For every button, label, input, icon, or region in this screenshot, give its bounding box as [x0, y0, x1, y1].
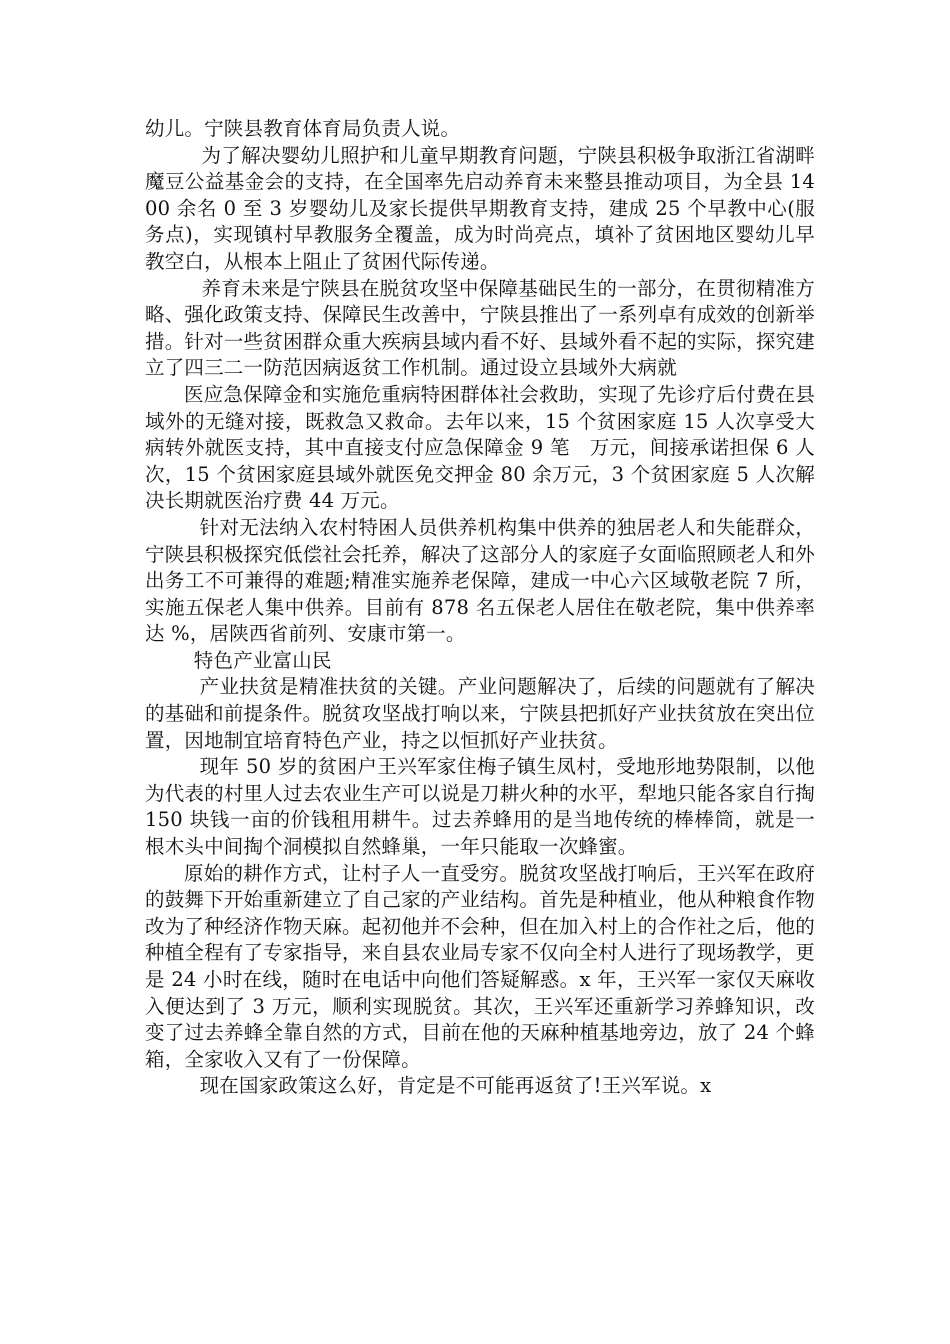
- paragraph-medical-support: 医应急保障金和实施危重病特困群体社会救助，实现了先诊疗后付费在县域外的无缝对接，既救急又救命。去年以来，15 个贫困家庭 15 人次享受大病转外就医支持，其中直接支付应急保障金 9 笔 万元，间接承诺担保 6 人次，15 个贫困家庭县域外就医免交押金 80 余万元，3 个贫困家庭 5 人次解决长期就医治疗费 44 万元。: [145, 382, 815, 513]
- paragraph-wang-xingjun-industry: 原始的耕作方式，让村子人一直受穷。脱贫攻坚战打响后，王兴军在政府的鼓舞下开始重新建立了自己家的产业结构。首先是种植业，他从种粮食作物改为了种经济作物天麻。起初他并不会种，但在加入村上的合作社之后，他的种植全程有了专家指导，来自县农业局专家不仅向全村人进行了现场教学，更是 24 小时在线，随时在电话中向他们答疑解惑。x 年，王兴军一家仅天麻收入便达到了 3 万元，顺利实现脱贫。其次，王兴军还重新学习养蜂知识，改变了过去养蜂全靠自然的方式，目前在他的天麻种植基地旁边，放了 24 个蜂箱，全家收入又有了一份保障。: [145, 861, 815, 1071]
- section-heading-specialty-industry: 特色产业富山民: [193, 648, 332, 672]
- paragraph-continuation: 幼儿。宁陕县教育体育局负责人说。: [145, 117, 461, 140]
- paragraph-industry-poverty-relief: 产业扶贫是精准扶贫的关键。产业问题解决了，后续的问题就有了解决的基础和前提条件。脱贫攻坚战打响以来，宁陕县把抓好产业扶贫放在突出位置，因地制宜培育特色产业，持之以恒抓好产业扶贫。: [145, 675, 815, 752]
- document-body: [145, 116, 815, 1100]
- paragraph-livelihood-measures: 养育未来是宁陕县在脱贫攻坚中保障基础民生的一部分，在贯彻精准方略、强化政策支持、保障民生改善中，宁陕县推出了一系列卓有成效的创新举措。针对一些贫困群众重大疾病县域内看不好、县域外看不起的实际，探究建立了四三二一防范因病返贫工作机制。通过设立县域外大病就: [145, 276, 815, 380]
- paragraph-elderly-care: 针对无法纳入农村特困人员供养机构集中供养的独居老人和失能群众，宁陕县积极探究低偿社会托养，解决了这部分人的家庭子女面临照顾老人和外出务工不可兼得的难题;精准实施养老保障，建成一中心六区域敬老院 7 所，实施五保老人集中供养。目前有 878 名五保老人居住在敬老院，集中供养率达 %，居陕西省前列、安康市第一。: [145, 515, 815, 646]
- paragraph-early-education: 为了解决婴幼儿照护和儿童早期教育问题，宁陕县积极争取浙江省湖畔魔豆公益基金会的支持，在全国率先启动养育未来整县推动项目，为全县 1400 余名 0 至 3 岁婴幼儿及家长提供早期教育支持，建成 25 个早教中心(服务点)，实现镇村早教服务全覆盖，成为时尚亮点，填补了贫困地区婴幼儿早教空白，从根本上阻止了贫困代际传递。: [145, 143, 815, 273]
- paragraph-wang-xingjun-background: 现年 50 岁的贫困户王兴军家住梅子镇生凤村，受地形地势限制，以他为代表的村里人过去农业生产可以说是刀耕火种的水平，犁地只能各家自行掏 150 块钱一亩的价钱租用耕牛。过去养蜂用的是当地传统的棒棒筒，就是一根木头中间掏个洞模拟自然蜂巢，一年只能取一次蜂蜜。: [145, 755, 815, 859]
- paragraph-wang-xingjun-quote: 现在国家政策这么好，肯定是不可能再返贫了!王兴军说。x: [199, 1074, 712, 1098]
